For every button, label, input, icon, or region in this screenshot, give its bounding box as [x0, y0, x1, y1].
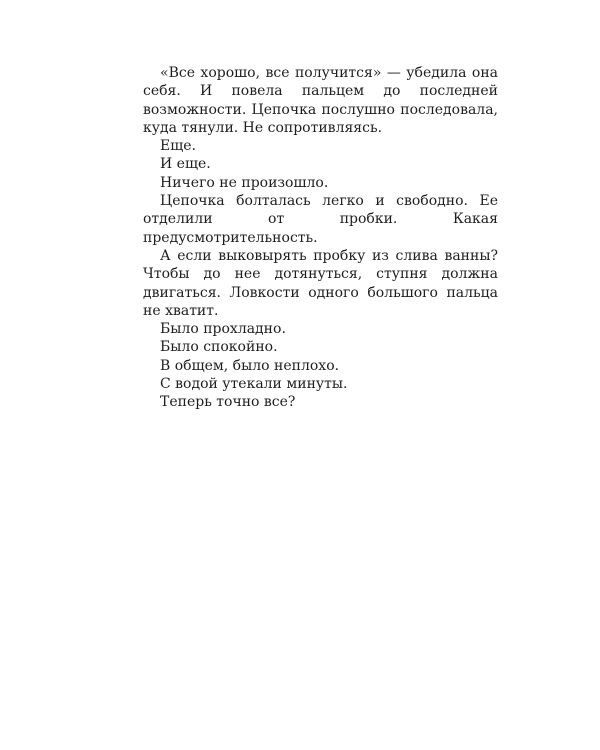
paragraph: И еще.: [160, 156, 211, 173]
paragraph: Было прохладно.: [160, 321, 286, 338]
paragraph: Теперь точно все?: [160, 394, 296, 411]
paragraph: С водой утекали минуты.: [160, 376, 348, 393]
paragraph: В общем, было неплохо.: [160, 357, 340, 374]
paragraph: Еще.: [160, 138, 196, 155]
paragraph: А если выковырять пробку из слива ванны? Чтобы до нее дотянуться, ступня должна двигаться. Ловкости одного большого пальца не хватит.: [143, 247, 498, 319]
paragraph: Цепочка болталась легко и свободно. Ее отделили от пробки. Какая предусмотрительность.: [143, 193, 498, 246]
paragraph: Было спокойно.: [160, 339, 278, 356]
body-text: [143, 64, 498, 412]
paragraph: Ничего не произошло.: [160, 174, 329, 191]
paragraph: «Все хорошо, все получится» — убедила она себя. И повела пальцем до последней возможности. Цепочка послушно последовала, куда тянули. Не сопротивляясь.: [143, 65, 498, 136]
